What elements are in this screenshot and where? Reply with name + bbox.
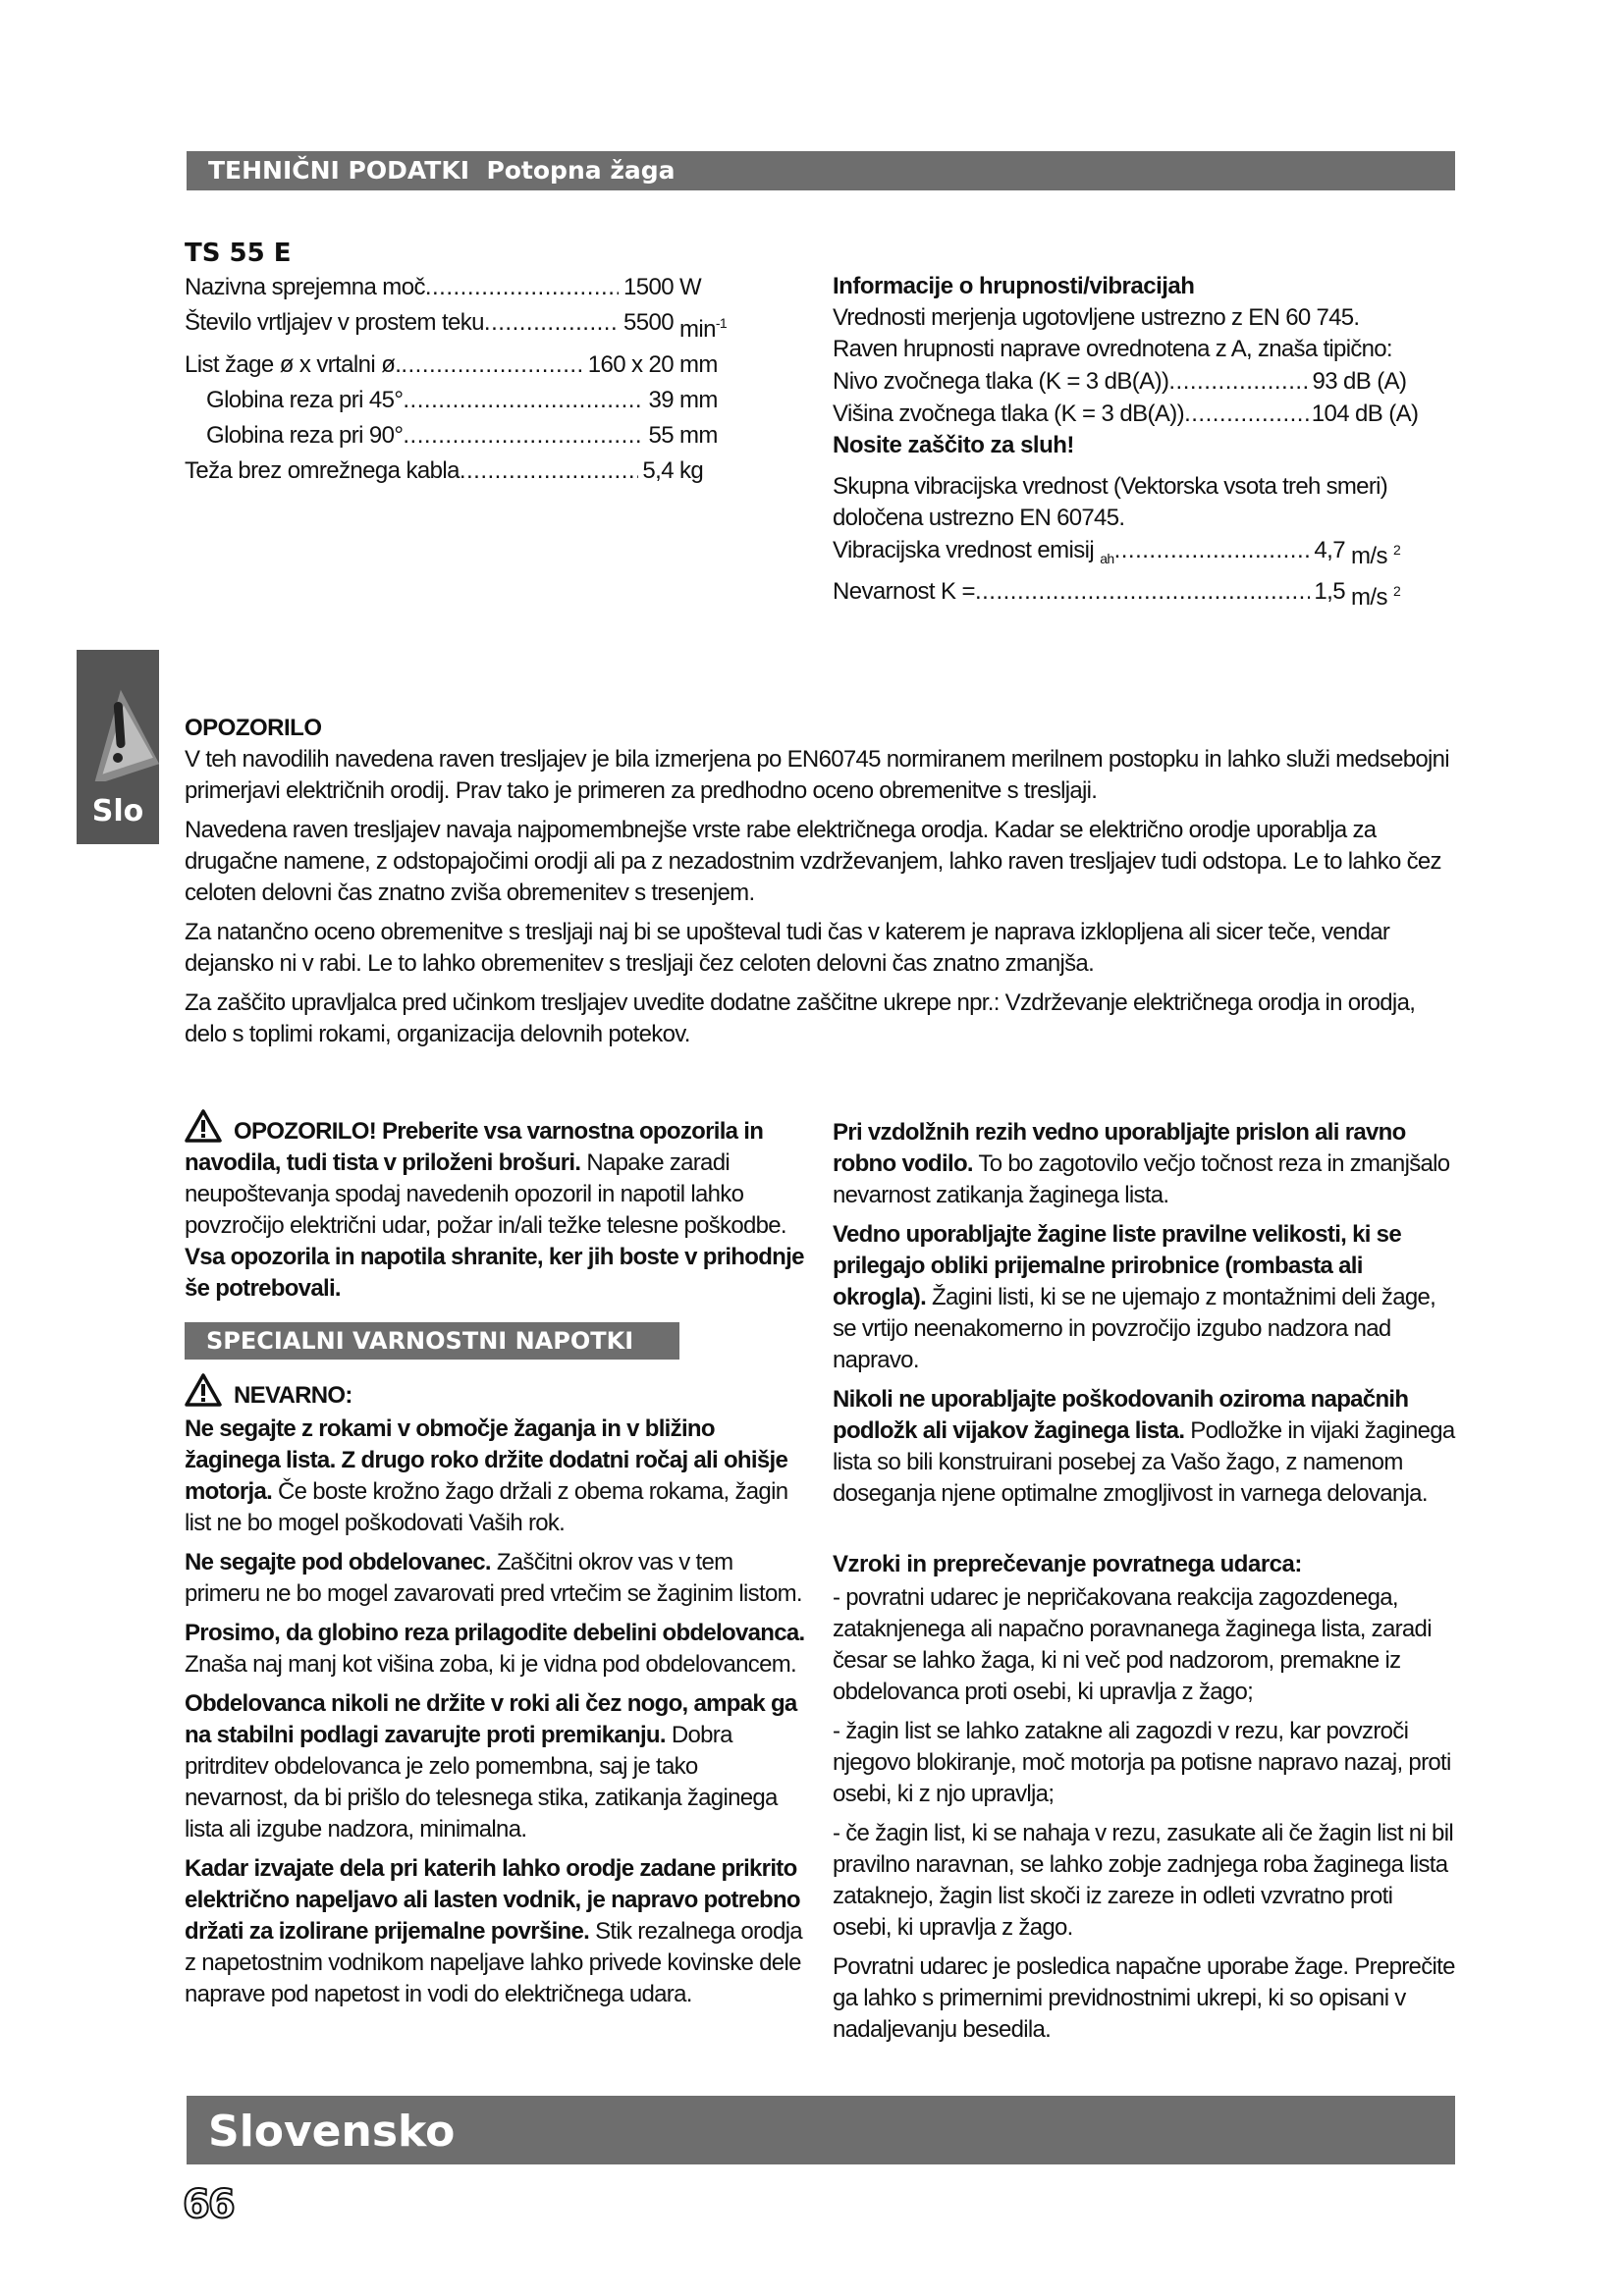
keep-warnings-note: Vsa opozorila in napotila shranite, ker jih boste v prihodnje še potrebovali. — [185, 1244, 804, 1302]
warning-paragraph: V teh navodilih navedena raven tresljajev je bila izmerjena po EN60745 normiranem merilnem postopku in lahko služi medsebojni primerjavi električnih orodij. Prav tako je primeren za predhodno oceno obremenitve s tresljaji. — [185, 746, 1449, 804]
noise-title: Informacije o hrupnosti/vibracijah — [833, 273, 1195, 299]
model-name: TS 55 E — [185, 239, 292, 268]
specs-block — [185, 237, 731, 489]
warning-title: OPOZORILO — [185, 715, 322, 741]
warning-paragraph: Za zaščito upravljalca pred učinkom tresljajev uvedite dodatne zaščitne ukrepe npr.: Vzdrževanje električnega orodja in orodja, delo s toplimi rokami, organizacija delovnih potekov. — [185, 989, 1416, 1047]
safety-item: Obdelovanca nikoli ne držite v roki ali čez nogo, ampak ga na stabilni podlagi zavarujte proti premikanju. Dobra pritrditev obdelovanca je zelo pomembna, saj je tako nevarnost, da bi prišlo do telesnega stika, zatikanja žaginega lista ali izgube nadzora, minimalna. — [185, 1690, 797, 1842]
noise-table — [833, 365, 1422, 430]
noise-block — [833, 271, 1422, 614]
special-safety-banner: SPECIALNI VARNOSTNI NAPOTKI — [185, 1322, 679, 1360]
kickback-item: - če žagin list, ki se nahaja v rezu, zasukate ali če žagin list ni bil pravilno naravnan, se lahko zobje zadnjega roba žaginega lista zataknejo, žagin list skoči iz zareze in odleti vzvratno proti osebi, ki upravlja z žago. — [833, 1820, 1453, 1941]
language-tab-label: Slo — [91, 794, 144, 828]
safety-item: Ne segajte pod obdelovanec. Zaščitni okrov vas v tem primeru ne bo mogel zavarovati pred vrtečim se žaginim listom. — [185, 1549, 802, 1607]
noise-row: Nivo zvočnega tlaka (K = 3 dB(A)) ..... 93 dB (A) — [833, 365, 1422, 398]
vibration-row: Nevarnost K = ..... 1,5 m/s $^2$ — [833, 575, 1422, 614]
kickback-item: - povratni udarec je nepričakovana reakcija zagozdenega, zataknjenega ali napačno poravnanega žaginega lista, zaradi česar se lahko žaga, ki ni več pod nadzorom, premakne iz obdelovanca proti osebi, ki upravlja z žago; — [833, 1584, 1432, 1705]
spec-row: Globina reza pri 90° ..... 55 mm — [185, 418, 731, 454]
section-subtitle: Potopna žaga — [486, 156, 676, 185]
footer-language-banner: Slovensko — [187, 2096, 1455, 2164]
language-side-tab — [77, 650, 159, 844]
kickback-item: - žagin list se lahko zatakne ali zagozdi v rezu, kar povzroči njegovo blokiranje, moč motorja pa potisne napravo nazaj, proti osebi, ki z njo upravlja; — [833, 1718, 1451, 1807]
warning-paragraph: Za natančno oceno obremenitve s tresljaji naj bi se upošteval tudi čas v katerem je naprava izklopljena ali sicer teče, vendar dejansko ni v rabi. Le to lahko obremenitev s tresljaji čez celoten delovni čas znatno zmanjša. — [185, 919, 1390, 977]
vibration-warning — [185, 713, 1461, 1050]
hearing-protection-note: Nosite zaščito za sluh! — [833, 432, 1074, 458]
safety-item: Pri vzdolžnih rezih vedno uporabljajte prislon ali ravno robno vodilo. To bo zagotovilo večjo točnost reza in zmanjšalo nevarnost zatikanja žaginega lista. — [833, 1119, 1450, 1208]
warning-triangle-icon — [77, 650, 159, 781]
vibration-intro: Skupna vibracijska vrednost (Vektorska vsota treh smeri) določena ustrezno EN 60745. — [833, 473, 1388, 531]
vibration-table — [833, 534, 1422, 614]
general-warning: OPOZORILO! Preberite vsa varnostna opozorila in navodila, tudi tista v priloženi brošuri. Napake zaradi neupoštevanja spodaj navedenih opozoril in napotil lahko povzročijo električni udar, požar in/ali težke telesne poškodbe. — [185, 1109, 805, 1242]
noise-line: Raven hrupnosti naprave ovrednotena z A, znaša tipično: — [833, 336, 1392, 362]
safety-item: Nikoli ne uporabljajte poškodovanih oziroma napačnih podložk ali vijakov žaginega lista. Podložke in vijaki žaginega lista so bili konstruirani posebej za Vašo žago, z namenom doseganja njene optimalne zmogljivost in varnega delovanja. — [833, 1386, 1455, 1507]
spec-row: Teža brez omrežnega kabla ..... 5,4 kg — [185, 454, 731, 489]
noise-line: Vrednosti merjenja ugotovljene ustrezno z EN 60 745. — [833, 304, 1360, 331]
warning-icon — [185, 1373, 222, 1407]
spec-row: Nazivna sprejemna moč ..... 1500 W — [185, 270, 731, 305]
section-title: TEHNIČNI PODATKI — [208, 156, 470, 185]
page-number: 66 — [183, 2182, 234, 2227]
vibration-row: Vibracijska vrednost emisij $_{ah}$ ..... 4,7 m/s $^2$ — [833, 534, 1422, 575]
kickback-item: Povratni udarec je posledica napačne uporabe žage. Preprečite ga lahko s primernimi previdnostnimi ukrepi, ki so opisani v nadaljevanju besedila. — [833, 1953, 1455, 2043]
safety-item: Prosimo, da globino reza prilagodite debelini obdelovanca. Znaša naj manj kot višina zoba, ki je vidna pod obdelovancem. — [185, 1620, 805, 1678]
left-column — [185, 1109, 805, 2010]
noise-row: Višina zvočnega tlaka (K = 3 dB(A)) ..... 104 dB (A) — [833, 398, 1422, 430]
warning-icon — [185, 1109, 222, 1143]
specs-table — [185, 270, 731, 489]
right-column — [833, 1117, 1457, 2046]
spec-row: List žage ø x vrtalni ø. ..... 160 x 20 mm — [185, 347, 731, 383]
spec-row: Globina reza pri 45° ..... 39 mm — [185, 383, 731, 418]
safety-item: Ne segajte z rokami v območje žaganja in v bližino žaginega lista. Z drugo roko držite dodatni ročaj ali ohišje motorja. Če boste krožno žago držali z obema rokama, žagin list ne bo mogel poškodovati Vaših rok. — [185, 1415, 788, 1536]
safety-item: Vedno uporabljajte žagine liste pravilne velikosti, ki se prilegajo obliki prijemalne prirobnice (rombasta ali okrogla). Žagini listi, ki se ne ujemajo z montažnimi deli žage, se vrtijo neenakomerno in povzročijo izgubo nadzora nad napravo. — [833, 1221, 1436, 1373]
danger-heading: NEVARNO: — [185, 1373, 805, 1412]
kickback-title: Vzroki in preprečevanje povratnega udarca: — [833, 1551, 1302, 1577]
spec-row: Število vrtljajev v prostem teku ..... 5500 $\min^{-1}$ — [185, 305, 731, 347]
safety-item: Kadar izvajate dela pri katerih lahko orodje zadane prikrito električno napeljavo ali lasten vodnik, je napravo potrebno držati za izolirane prijemalne površine. Stik rezalnega orodja z napetostnim vodnikom napeljave lahko privede kovinske dele naprave pod napetost in vodi do električnega udara. — [185, 1855, 802, 2007]
warning-paragraph: Navedena raven tresljajev navaja najpomembnejše vrste rabe električnega orodja. Kadar se električno orodje uporablja za drugačne namene, z odstopajočimi orodji ali pa z nezadostnim vzdrževanjem, lahko raven tresljajev tudi odstopa. Le to lahko čez celoten delovni čas znatno zviša obremenitev s tresenjem. — [185, 817, 1441, 906]
section-banner — [187, 151, 1455, 190]
